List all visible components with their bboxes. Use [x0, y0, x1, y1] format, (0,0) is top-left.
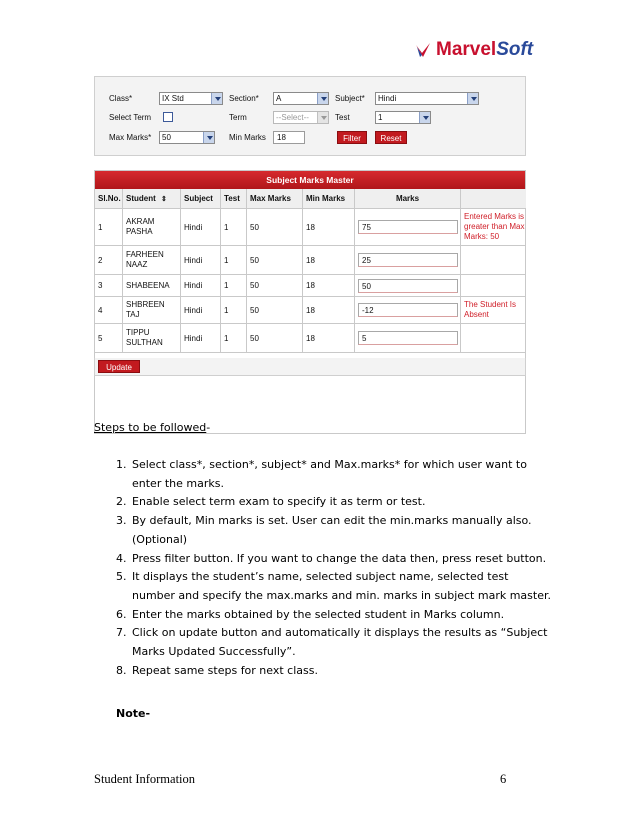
term-select[interactable] [273, 111, 329, 124]
cell-subject: Hindi [181, 209, 221, 246]
class-select[interactable] [159, 92, 223, 105]
logo-swoosh-icon [414, 41, 432, 59]
steps-heading-suffix: - [206, 421, 211, 434]
section-select-value: A [276, 94, 282, 103]
chevron-down-icon [211, 93, 222, 104]
step-item: 1. Select class*, section*, subject* and Max.marks* for which user want to enter the marks. [130, 456, 554, 493]
cell-validation-message [461, 275, 526, 297]
chevron-down-icon [419, 112, 430, 123]
test-select[interactable] [375, 111, 431, 124]
subject-marks-table [94, 170, 526, 434]
step-item: 2. Enable select term exam to specify it as term or test. [130, 493, 554, 512]
cell-slno: 5 [95, 324, 123, 353]
sort-icon[interactable]: ⇕ [161, 196, 167, 203]
header-student[interactable] [123, 189, 181, 209]
cell-student: FARHEEN NAAZ [123, 246, 181, 275]
cell-marks [355, 297, 461, 324]
step-item: 3. By default, Min marks is set. User can edit the min.marks manually also. (Optional) [130, 512, 554, 549]
cell-min: 18 [303, 297, 355, 324]
reset-button[interactable]: Reset [375, 131, 407, 144]
step-item: 6. Enter the marks obtained by the selected student in Marks column. [130, 606, 554, 625]
cell-max: 50 [247, 246, 303, 275]
cell-slno: 4 [95, 297, 123, 324]
header-min-marks: Min Marks [303, 189, 355, 209]
filter-panel [94, 76, 526, 156]
note-label: Note- [116, 707, 151, 720]
min-marks-input[interactable]: 18 [273, 131, 305, 144]
section-select[interactable] [273, 92, 329, 105]
max-marks-select-value: 50 [162, 133, 171, 142]
cell-student: TIPPU SULTHAN [123, 324, 181, 353]
cell-validation-message: Entered Marks is greater than Max Marks: 50 [461, 209, 526, 246]
select-term-checkbox[interactable] [163, 112, 173, 122]
cell-subject: Hindi [181, 246, 221, 275]
subject-select[interactable] [375, 92, 479, 105]
max-marks-select[interactable] [159, 131, 215, 144]
cell-max: 50 [247, 324, 303, 353]
max-marks-label: Max Marks* [109, 133, 152, 142]
header-message [461, 189, 526, 209]
cell-subject: Hindi [181, 297, 221, 324]
header-student-label: Student [126, 194, 156, 203]
cell-slno: 3 [95, 275, 123, 297]
step-item: 5. It displays the student’s name, selected subject name, selected test number and specify the max.marks and min. marks in subject mark master. [130, 568, 554, 605]
update-bar [94, 358, 526, 376]
logo-text-soft: Soft [496, 39, 534, 60]
cell-student: SHBREEN TAJ [123, 297, 181, 324]
filter-button[interactable]: Filter [337, 131, 367, 144]
marvelsoft-logo [414, 38, 533, 62]
chevron-down-icon [467, 93, 478, 104]
term-select-value: --Select-- [276, 113, 309, 122]
marks-input[interactable]: 75 [358, 220, 458, 234]
cell-marks [355, 324, 461, 353]
steps-heading [94, 421, 210, 434]
cell-min: 18 [303, 209, 355, 246]
step-item: 8. Repeat same steps for next class. [130, 662, 554, 681]
cell-validation-message [461, 324, 526, 353]
header-max-marks: Max Marks [247, 189, 303, 209]
cell-validation-message: The Student Is Absent [461, 297, 526, 324]
class-select-value: IX Std [162, 94, 184, 103]
header-test: Test [221, 189, 247, 209]
header-slno: Sl.No. [95, 189, 123, 209]
steps-heading-text: Steps to be followed [94, 421, 207, 434]
cell-test: 1 [221, 324, 247, 353]
marks-input[interactable]: 5 [358, 331, 458, 345]
logo-text [436, 39, 533, 61]
header-subject: Subject [181, 189, 221, 209]
min-marks-label: Min Marks [229, 133, 266, 142]
test-label: Test [335, 113, 350, 122]
cell-validation-message [461, 246, 526, 275]
term-label: Term [229, 113, 247, 122]
cell-subject: Hindi [181, 324, 221, 353]
cell-marks [355, 246, 461, 275]
cell-marks [355, 209, 461, 246]
cell-marks [355, 275, 461, 297]
cell-max: 50 [247, 297, 303, 324]
cell-subject: Hindi [181, 275, 221, 297]
cell-max: 50 [247, 209, 303, 246]
select-term-label: Select Term [109, 113, 152, 122]
cell-student: SHABEENA [123, 275, 181, 297]
cell-min: 18 [303, 246, 355, 275]
step-item: 4. Press filter button. If you want to change the data then, press reset button. [130, 550, 554, 569]
chevron-down-icon [317, 112, 328, 123]
subject-marks-screenshot [94, 76, 526, 376]
cell-test: 1 [221, 297, 247, 324]
footer-title: Student Information [94, 772, 196, 786]
cell-slno: 1 [95, 209, 123, 246]
section-label: Section* [229, 94, 259, 103]
table-title: Subject Marks Master [95, 171, 525, 189]
logo-text-marvel: Marvel [436, 39, 497, 60]
test-select-value: 1 [378, 113, 383, 122]
cell-test: 1 [221, 246, 247, 275]
cell-student: AKRAM PASHA [123, 209, 181, 246]
cell-min: 18 [303, 324, 355, 353]
marks-input[interactable]: 50 [358, 279, 458, 293]
class-label: Class* [109, 94, 133, 103]
update-button[interactable]: Update [98, 360, 140, 373]
chevron-down-icon [317, 93, 328, 104]
chevron-down-icon [203, 132, 214, 143]
steps-list [94, 456, 554, 680]
cell-test: 1 [221, 209, 247, 246]
cell-slno: 2 [95, 246, 123, 275]
subject-label: Subject* [335, 94, 365, 103]
step-item: 7. Click on update button and automatically it displays the results as “Subject Marks Updated Successfully”. [130, 624, 554, 661]
subject-select-value: Hindi [378, 94, 397, 103]
cell-max: 50 [247, 275, 303, 297]
cell-min: 18 [303, 275, 355, 297]
marks-input[interactable]: 25 [358, 253, 458, 267]
header-marks: Marks [355, 189, 461, 209]
marks-input[interactable]: -12 [358, 303, 458, 317]
page-number: 6 [500, 772, 507, 786]
cell-test: 1 [221, 275, 247, 297]
